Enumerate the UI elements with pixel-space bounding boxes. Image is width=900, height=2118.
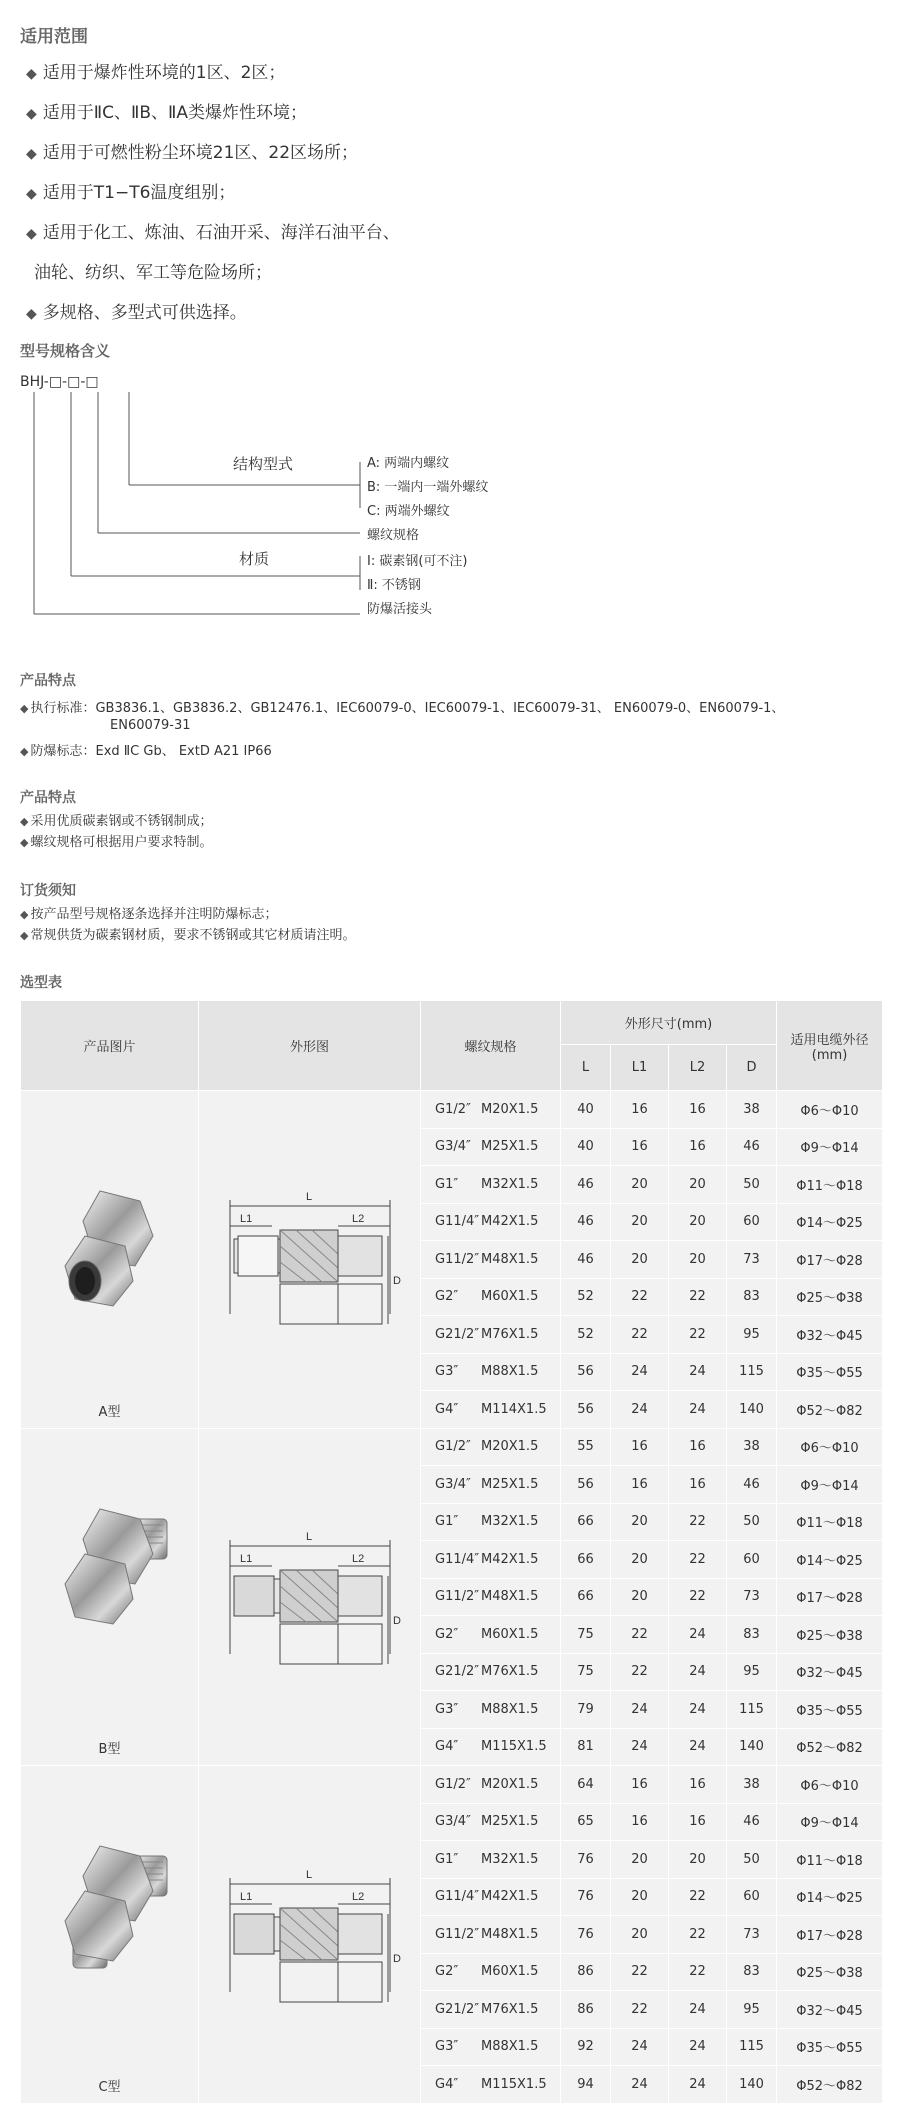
feature-item: ◆ 螺纹规格可根据用户要求特制。: [20, 835, 213, 850]
dim-D: 60: [727, 1878, 777, 1916]
dim-D: 83: [727, 1953, 777, 1991]
label-thread: 螺纹规格: [367, 528, 420, 543]
metric-thread: M76X1.5: [481, 2001, 539, 2017]
dim-D: 115: [727, 1353, 777, 1391]
scope-item: ◆ 适用于爆炸性环境的1区、2区；: [26, 63, 286, 83]
table-row: [21, 1091, 883, 1129]
dim-L: 56: [561, 1391, 611, 1429]
bullet-diamond-icon: ◆: [26, 146, 37, 162]
metric-thread: M60X1.5: [481, 1626, 539, 1642]
pipe-thread: G11/4″: [435, 1214, 480, 1230]
dim-L2: 24: [669, 1391, 727, 1429]
thread-spec: [421, 1353, 561, 1391]
model-title: 型号规格含义: [20, 342, 111, 360]
metric-thread: M76X1.5: [481, 1326, 539, 1342]
metric-thread: M115X1.5: [481, 2076, 547, 2092]
feature-item: ◆ 采用优质碳素钢或不锈钢制成；: [20, 814, 213, 829]
pipe-thread: G1/2″: [435, 1776, 471, 1792]
dim-L2: 24: [669, 1653, 727, 1691]
cable-range: Φ11～Φ18: [777, 1841, 883, 1879]
metric-thread: M48X1.5: [481, 1589, 539, 1605]
dim-D: 83: [727, 1616, 777, 1654]
thread-spec: [421, 1616, 561, 1654]
metric-thread: M88X1.5: [481, 2039, 539, 2055]
label-material-1: Ⅰ: 碳素钢(可不注): [367, 554, 468, 569]
ex-mark-line: ◆ 防爆标志：Exd ⅡC Gb、 ExtD A21 IP66: [20, 744, 272, 759]
thread-spec: [421, 1503, 561, 1541]
pipe-thread: G1″: [435, 1851, 459, 1867]
dim-L: 86: [561, 1991, 611, 2029]
svg-text:L1: L1: [239, 1213, 252, 1226]
dim-L1: 20: [611, 1166, 669, 1204]
pipe-thread: G3″: [435, 2039, 459, 2055]
metric-thread: M115X1.5: [481, 1739, 547, 1755]
cable-range: Φ6～Φ10: [777, 1091, 883, 1129]
dim-L1: 22: [611, 1316, 669, 1354]
dim-D: 46: [727, 1803, 777, 1841]
dim-D: 95: [727, 1991, 777, 2029]
model-code: BHJ-□-□-□: [20, 374, 99, 390]
pipe-thread: G2″: [435, 1289, 459, 1305]
dim-L2: 22: [669, 1541, 727, 1579]
dim-L2: 24: [669, 1691, 727, 1729]
product-photo-cell: [21, 1766, 199, 2104]
cable-range: Φ11～Φ18: [777, 1503, 883, 1541]
dim-L: 86: [561, 1953, 611, 1991]
cable-range: Φ52～Φ82: [777, 1391, 883, 1429]
cable-range: Φ9～Φ14: [777, 1466, 883, 1504]
bullet-diamond-icon: ◆: [26, 306, 37, 322]
pipe-thread: G1″: [435, 1176, 459, 1192]
dim-L1: 22: [611, 1278, 669, 1316]
model-type-label: C型: [98, 2079, 121, 2095]
thread-spec: [421, 1953, 561, 1991]
thread-spec: [421, 1128, 561, 1166]
svg-text:D: D: [392, 1275, 401, 1288]
dim-L1: 24: [611, 2066, 669, 2104]
dim-L: 76: [561, 1841, 611, 1879]
dim-L2: 16: [669, 1466, 727, 1504]
thread-spec: [421, 2028, 561, 2066]
dim-L2: 22: [669, 1916, 727, 1954]
thread-spec: [421, 1428, 561, 1466]
standard-line-2: EN60079-31: [110, 718, 191, 733]
dim-D: 73: [727, 1916, 777, 1954]
pipe-thread: G11/2″: [435, 1589, 480, 1605]
table-row: [21, 1766, 883, 1804]
cable-range: Φ17～Φ28: [777, 1578, 883, 1616]
dim-D: 115: [727, 1691, 777, 1729]
metric-thread: M76X1.5: [481, 1664, 539, 1680]
bullet-diamond-icon: ◆: [20, 908, 29, 921]
label-material: 材质: [239, 550, 270, 568]
table-row: [21, 1428, 883, 1466]
dim-L: 94: [561, 2066, 611, 2104]
bullet-diamond-icon: ◆: [20, 702, 29, 715]
cable-range: Φ32～Φ45: [777, 1991, 883, 2029]
pipe-thread: G3″: [435, 1364, 459, 1380]
dim-L: 75: [561, 1616, 611, 1654]
cable-range: Φ11～Φ18: [777, 1166, 883, 1204]
model-type-label: A型: [98, 1404, 121, 1420]
bullet-diamond-icon: ◆: [26, 186, 37, 202]
dim-L1: 22: [611, 1653, 669, 1691]
bullet-diamond-icon: ◆: [20, 815, 29, 828]
dim-L2: 24: [669, 1728, 727, 1766]
metric-thread: M42X1.5: [481, 1214, 539, 1230]
metric-thread: M88X1.5: [481, 1701, 539, 1717]
dim-L2: 22: [669, 1503, 727, 1541]
label-product-name: 防爆活接头: [367, 602, 433, 617]
dim-D: 50: [727, 1503, 777, 1541]
drawing-label-L: L: [305, 1868, 312, 1881]
dim-L1: 20: [611, 1578, 669, 1616]
cable-range: Φ35～Φ55: [777, 1353, 883, 1391]
header-L1: L1: [611, 1045, 669, 1091]
dim-D: 60: [727, 1541, 777, 1579]
dim-L: 75: [561, 1653, 611, 1691]
header-L2: L2: [669, 1045, 727, 1091]
cable-range: Φ25～Φ38: [777, 1953, 883, 1991]
cable-range: Φ25～Φ38: [777, 1616, 883, 1654]
metric-thread: M25X1.5: [481, 1139, 539, 1155]
dim-L1: 22: [611, 1616, 669, 1654]
cable-range: Φ14～Φ25: [777, 1541, 883, 1579]
dim-L: 52: [561, 1316, 611, 1354]
dim-L: 66: [561, 1578, 611, 1616]
dim-L: 76: [561, 1878, 611, 1916]
thread-spec: [421, 1766, 561, 1804]
cable-range: Φ52～Φ82: [777, 1728, 883, 1766]
dim-L: 46: [561, 1203, 611, 1241]
dim-L2: 22: [669, 1316, 727, 1354]
dim-D: 60: [727, 1203, 777, 1241]
dim-L1: 22: [611, 1991, 669, 2029]
dim-D: 95: [727, 1316, 777, 1354]
dim-L2: 20: [669, 1241, 727, 1279]
header-drawing: 外形图: [199, 1001, 421, 1091]
metric-thread: M42X1.5: [481, 1889, 539, 1905]
dim-L1: 16: [611, 1766, 669, 1804]
thread-spec: [421, 1091, 561, 1129]
dim-L1: 20: [611, 1203, 669, 1241]
cable-range: Φ14～Φ25: [777, 1878, 883, 1916]
order-item: ◆ 常规供货为碳素钢材质，要求不锈钢或其它材质请注明。: [20, 928, 356, 943]
dim-L1: 16: [611, 1128, 669, 1166]
svg-text:L2: L2: [351, 1890, 364, 1903]
thread-spec: [421, 1166, 561, 1204]
bullet-diamond-icon: ◆: [26, 66, 37, 82]
features-title: 产品特点: [20, 673, 76, 689]
dim-L1: 24: [611, 2028, 669, 2066]
dim-D: 38: [727, 1428, 777, 1466]
dim-D: 140: [727, 1391, 777, 1429]
outline-drawing-cell: [199, 1091, 421, 1429]
dim-L1: 16: [611, 1803, 669, 1841]
dim-L2: 16: [669, 1091, 727, 1129]
metric-thread: M25X1.5: [481, 1814, 539, 1830]
dim-L1: 22: [611, 1953, 669, 1991]
dim-D: 83: [727, 1278, 777, 1316]
dim-D: 95: [727, 1653, 777, 1691]
label-structure: 结构型式: [233, 455, 294, 473]
dim-L: 66: [561, 1503, 611, 1541]
table-title: 选型表: [20, 975, 62, 991]
outline-drawing-icon: [210, 1524, 410, 1724]
dim-D: 140: [727, 2066, 777, 2104]
dim-L2: 24: [669, 1616, 727, 1654]
svg-text:L2: L2: [351, 1553, 364, 1566]
bullet-diamond-icon: ◆: [26, 226, 37, 242]
dim-L: 76: [561, 1916, 611, 1954]
metric-thread: M60X1.5: [481, 1964, 539, 1980]
dim-L: 81: [561, 1728, 611, 1766]
cable-range: Φ35～Φ55: [777, 2028, 883, 2066]
header-photo: 产品图片: [21, 1001, 199, 1091]
drawing-label-L: L: [305, 1191, 312, 1204]
thread-spec: [421, 1728, 561, 1766]
cable-range: Φ25～Φ38: [777, 1278, 883, 1316]
dim-L: 66: [561, 1541, 611, 1579]
dim-L2: 20: [669, 1841, 727, 1879]
bullet-diamond-icon: ◆: [26, 106, 37, 122]
dim-D: 115: [727, 2028, 777, 2066]
pipe-thread: G1/2″: [435, 1101, 471, 1117]
thread-spec: [421, 1653, 561, 1691]
order-title: 订货须知: [20, 883, 76, 899]
svg-text:D: D: [392, 1952, 401, 1965]
cable-range: Φ32～Φ45: [777, 1316, 883, 1354]
header-L: L: [561, 1045, 611, 1091]
product-photo-cell: [21, 1428, 199, 1766]
pipe-thread: G2″: [435, 1626, 459, 1642]
dim-L1: 20: [611, 1241, 669, 1279]
pipe-thread: G3/4″: [435, 1814, 471, 1830]
scope-item: ◆ 多规格、多型式可供选择。: [26, 303, 247, 323]
thread-spec: [421, 1316, 561, 1354]
order-item: ◆ 按产品型号规格逐条选择并注明防爆标志；: [20, 907, 278, 922]
pipe-thread: G21/2″: [435, 2001, 480, 2017]
dim-D: 38: [727, 1091, 777, 1129]
header-cable: 适用电缆外径 (mm): [777, 1001, 883, 1091]
dim-L2: 24: [669, 1991, 727, 2029]
dim-L1: 16: [611, 1091, 669, 1129]
scope-item: ◆ 适用于可燃性粉尘环境21区、22区场所；: [26, 143, 359, 163]
cable-range: Φ6～Φ10: [777, 1766, 883, 1804]
cable-range: Φ9～Φ14: [777, 1803, 883, 1841]
thread-spec: [421, 1578, 561, 1616]
bullet-diamond-icon: ◆: [20, 929, 29, 942]
thread-spec: [421, 1241, 561, 1279]
dim-L: 55: [561, 1428, 611, 1466]
svg-text:D: D: [392, 1615, 401, 1628]
dim-L: 52: [561, 1278, 611, 1316]
dim-D: 46: [727, 1128, 777, 1166]
pipe-thread: G1/2″: [435, 1439, 471, 1455]
label-material-2: Ⅱ: 不锈钢: [367, 578, 421, 593]
dim-L2: 16: [669, 1766, 727, 1804]
metric-thread: M42X1.5: [481, 1551, 539, 1567]
dim-L: 64: [561, 1766, 611, 1804]
thread-spec: [421, 1203, 561, 1241]
dim-L: 40: [561, 1128, 611, 1166]
model-diagram-lines: [0, 0, 560, 640]
pipe-thread: G1″: [435, 1514, 459, 1530]
svg-text:L1: L1: [239, 1890, 252, 1903]
metric-thread: M32X1.5: [481, 1176, 539, 1192]
dim-D: 73: [727, 1578, 777, 1616]
dim-L2: 16: [669, 1128, 727, 1166]
pipe-thread: G4″: [435, 1401, 459, 1417]
dim-L1: 24: [611, 1691, 669, 1729]
dim-L2: 22: [669, 1278, 727, 1316]
dim-L: 46: [561, 1166, 611, 1204]
cable-range: Φ6～Φ10: [777, 1428, 883, 1466]
thread-spec: [421, 1841, 561, 1879]
thread-spec: [421, 1691, 561, 1729]
scope-item: 油轮、纺织、军工等危险场所；: [34, 263, 272, 283]
bullet-diamond-icon: ◆: [20, 745, 29, 758]
dim-L2: 22: [669, 1878, 727, 1916]
pipe-thread: G11/2″: [435, 1251, 480, 1267]
dim-L2: 24: [669, 1353, 727, 1391]
dim-L: 56: [561, 1353, 611, 1391]
dim-L2: 20: [669, 1166, 727, 1204]
thread-spec: [421, 1541, 561, 1579]
metric-thread: M20X1.5: [481, 1101, 539, 1117]
metric-thread: M48X1.5: [481, 1926, 539, 1942]
dim-L2: 24: [669, 2066, 727, 2104]
outline-drawing-cell: [199, 1428, 421, 1766]
pipe-thread: G4″: [435, 1739, 459, 1755]
thread-spec: [421, 1991, 561, 2029]
pipe-thread: G21/2″: [435, 1664, 480, 1680]
fitting-photo-icon: [45, 1499, 175, 1639]
thread-spec: [421, 1466, 561, 1504]
fitting-photo-icon: [45, 1181, 175, 1321]
dim-L1: 24: [611, 1391, 669, 1429]
dim-L1: 20: [611, 1841, 669, 1879]
dim-L1: 24: [611, 1353, 669, 1391]
dim-D: 50: [727, 1166, 777, 1204]
metric-thread: M88X1.5: [481, 1364, 539, 1380]
dim-L: 40: [561, 1091, 611, 1129]
dim-L: 56: [561, 1466, 611, 1504]
cable-range: Φ9～Φ14: [777, 1128, 883, 1166]
metric-thread: M20X1.5: [481, 1439, 539, 1455]
model-type-label: B型: [98, 1742, 121, 1757]
metric-thread: M114X1.5: [481, 1401, 547, 1417]
cable-range: Φ35～Φ55: [777, 1691, 883, 1729]
dim-D: 50: [727, 1841, 777, 1879]
scope-item: ◆ 适用于化工、炼油、石油开采、海洋石油平台、: [26, 223, 400, 243]
bullet-diamond-icon: ◆: [20, 836, 29, 849]
dim-L1: 24: [611, 1728, 669, 1766]
selection-table: [20, 1000, 883, 2104]
dim-L2: 20: [669, 1203, 727, 1241]
cable-range: Φ52～Φ82: [777, 2066, 883, 2104]
dim-L1: 16: [611, 1466, 669, 1504]
pipe-thread: G3/4″: [435, 1139, 471, 1155]
label-type-b: B: 一端内一端外螺纹: [367, 480, 489, 495]
dim-L1: 20: [611, 1878, 669, 1916]
dim-L1: 16: [611, 1428, 669, 1466]
thread-spec: [421, 1391, 561, 1429]
svg-text:L1: L1: [239, 1553, 252, 1566]
cable-range: Φ17～Φ28: [777, 1916, 883, 1954]
outline-drawing-cell: [199, 1766, 421, 2104]
metric-thread: M60X1.5: [481, 1289, 539, 1305]
cable-range: Φ17～Φ28: [777, 1241, 883, 1279]
dim-L2: 24: [669, 2028, 727, 2066]
dim-D: 140: [727, 1728, 777, 1766]
pipe-thread: G11/4″: [435, 1889, 480, 1905]
product-photo-cell: [21, 1091, 199, 1429]
dim-L: 46: [561, 1241, 611, 1279]
cable-range: Φ32～Φ45: [777, 1653, 883, 1691]
dim-L2: 22: [669, 1953, 727, 1991]
thread-spec: [421, 2066, 561, 2104]
pipe-thread: G4″: [435, 2076, 459, 2092]
pipe-thread: G3″: [435, 1701, 459, 1717]
dim-D: 46: [727, 1466, 777, 1504]
header-thread: 螺纹规格: [421, 1001, 561, 1091]
dim-L2: 16: [669, 1428, 727, 1466]
dim-D: 73: [727, 1241, 777, 1279]
pipe-thread: G11/4″: [435, 1551, 480, 1567]
scope-item: ◆ 适用于T1−T6温度组别；: [26, 183, 236, 203]
outline-drawing-icon: [210, 1184, 410, 1384]
dim-L: 92: [561, 2028, 611, 2066]
pipe-thread: G11/2″: [435, 1926, 480, 1942]
scope-title: 适用范围: [20, 27, 88, 47]
header-D: D: [727, 1045, 777, 1091]
dim-L: 65: [561, 1803, 611, 1841]
cable-range: Φ14～Φ25: [777, 1203, 883, 1241]
drawing-label-L: L: [305, 1531, 312, 1544]
thread-spec: [421, 1803, 561, 1841]
pipe-thread: G21/2″: [435, 1326, 480, 1342]
pipe-thread: G3/4″: [435, 1476, 471, 1492]
pipe-thread: G2″: [435, 1964, 459, 1980]
thread-spec: [421, 1878, 561, 1916]
dim-L2: 22: [669, 1578, 727, 1616]
label-type-a: A: 两端内螺纹: [367, 456, 450, 471]
thread-spec: [421, 1916, 561, 1954]
standard-line: ◆ 执行标准：GB3836.1、GB3836.2、GB12476.1、IEC60079-0、IEC60079-1、IEC60079-31、 EN60079-0、EN60079-1、: [20, 701, 785, 716]
dim-D: 38: [727, 1766, 777, 1804]
metric-thread: M25X1.5: [481, 1476, 539, 1492]
svg-text:L2: L2: [351, 1213, 364, 1226]
dim-L: 79: [561, 1691, 611, 1729]
scope-item: ◆ 适用于ⅡC、ⅡB、ⅡA类爆炸性环境；: [26, 103, 308, 123]
fitting-photo-icon: [45, 1836, 175, 1976]
thread-spec: [421, 1278, 561, 1316]
dim-L1: 20: [611, 1916, 669, 1954]
dim-L1: 20: [611, 1541, 669, 1579]
dim-L2: 16: [669, 1803, 727, 1841]
metric-thread: M20X1.5: [481, 1776, 539, 1792]
metric-thread: M32X1.5: [481, 1514, 539, 1530]
dim-L1: 20: [611, 1503, 669, 1541]
features-title-2: 产品特点: [20, 790, 76, 806]
metric-thread: M32X1.5: [481, 1851, 539, 1867]
header-dimensions: 外形尺寸(mm): [561, 1001, 777, 1045]
metric-thread: M48X1.5: [481, 1251, 539, 1267]
label-type-c: C: 两端外螺纹: [367, 504, 450, 519]
outline-drawing-icon: [210, 1862, 410, 2062]
